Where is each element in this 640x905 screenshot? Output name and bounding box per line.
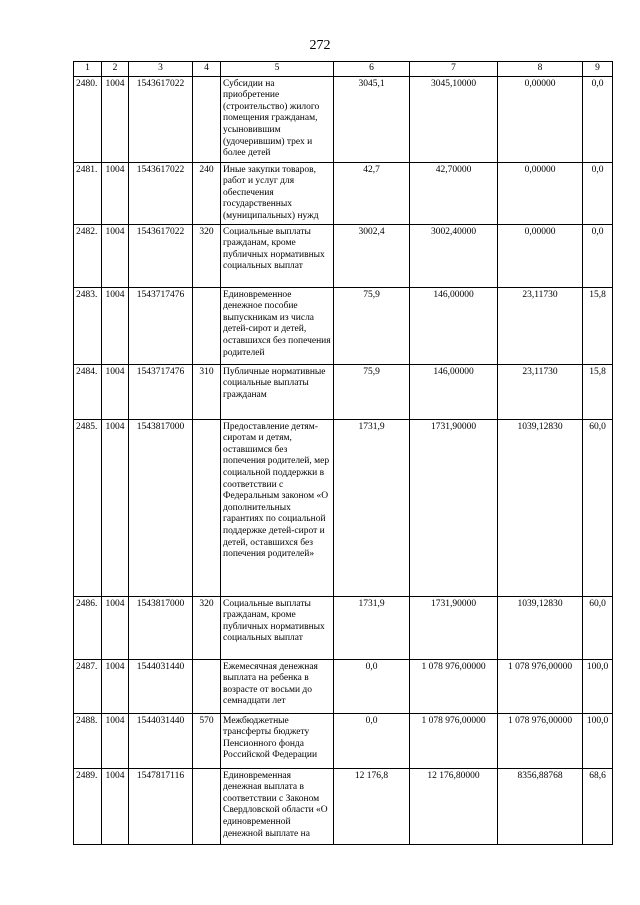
- item-name: Ежемесячная денежная выплата на ребенка в возрасте от восьми до семнадцати лет: [221, 659, 334, 713]
- percent-value: 60,0: [583, 419, 613, 596]
- target-code: 1543617022: [129, 224, 193, 287]
- expense-type: 320: [193, 596, 221, 659]
- item-name: Иные закупки товаров, работ и услуг для обеспечения государственных (муниципальных) нужд: [221, 162, 334, 224]
- row-number: 2481.: [74, 162, 102, 224]
- target-code: 1543617022: [129, 76, 193, 162]
- executed-value: 1 078 976,00000: [498, 713, 583, 768]
- section-code: 1004: [102, 364, 129, 419]
- target-code: 1543817000: [129, 419, 193, 596]
- expense-type: [193, 768, 221, 844]
- approved-value: 1 078 976,00000: [410, 659, 498, 713]
- table-row: [74, 659, 613, 713]
- row-number: 2486.: [74, 596, 102, 659]
- percent-value: 100,0: [583, 713, 613, 768]
- row-number: 2489.: [74, 768, 102, 844]
- approved-value: 146,00000: [410, 364, 498, 419]
- target-code: 1543717476: [129, 364, 193, 419]
- approved-value: 12 176,80000: [410, 768, 498, 844]
- percent-value: 0,0: [583, 224, 613, 287]
- row-number: 2483.: [74, 287, 102, 364]
- percent-value: 0,0: [583, 76, 613, 162]
- row-number: 2485.: [74, 419, 102, 596]
- section-code: 1004: [102, 659, 129, 713]
- expense-type: [193, 419, 221, 596]
- executed-value: 0,00000: [498, 162, 583, 224]
- item-name: Публичные нормативные социальные выплаты гражданам: [221, 364, 334, 419]
- column-header: 3: [129, 62, 193, 77]
- target-code: 1543617022: [129, 162, 193, 224]
- approved-value: 42,70000: [410, 162, 498, 224]
- section-code: 1004: [102, 224, 129, 287]
- column-header: 4: [193, 62, 221, 77]
- percent-value: 15,8: [583, 364, 613, 419]
- row-number: 2487.: [74, 659, 102, 713]
- approved-value: 1731,90000: [410, 419, 498, 596]
- row-number: 2480.: [74, 76, 102, 162]
- percent-value: 15,8: [583, 287, 613, 364]
- section-code: 1004: [102, 419, 129, 596]
- row-number: 2488.: [74, 713, 102, 768]
- item-name: Социальные выплаты гражданам, кроме публичных нормативных социальных выплат: [221, 596, 334, 659]
- executed-value: 0,00000: [498, 224, 583, 287]
- column-header: 5: [221, 62, 334, 77]
- section-code: 1004: [102, 76, 129, 162]
- section-code: 1004: [102, 768, 129, 844]
- plan-value: 1731,9: [334, 419, 410, 596]
- column-header: 1: [74, 62, 102, 77]
- approved-value: 1731,90000: [410, 596, 498, 659]
- page-number: 272: [309, 38, 331, 53]
- item-name: Единовременная денежная выплата в соответствии с Законом Свердловской области «О единовременной денежной выплате на: [221, 768, 334, 844]
- expense-type: [193, 659, 221, 713]
- executed-value: 8356,88768: [498, 768, 583, 844]
- percent-value: 100,0: [583, 659, 613, 713]
- table-row: [74, 76, 613, 162]
- executed-value: 1039,12830: [498, 596, 583, 659]
- row-number: 2482.: [74, 224, 102, 287]
- table-row: [74, 364, 613, 419]
- table-row: [74, 596, 613, 659]
- expense-type: 570: [193, 713, 221, 768]
- plan-value: 3002,4: [334, 224, 410, 287]
- executed-value: 23,11730: [498, 364, 583, 419]
- target-code: 1544031440: [129, 713, 193, 768]
- plan-value: 75,9: [334, 364, 410, 419]
- approved-value: 146,00000: [410, 287, 498, 364]
- approved-value: 3045,10000: [410, 76, 498, 162]
- column-header: 6: [334, 62, 410, 77]
- expense-type: 310: [193, 364, 221, 419]
- plan-value: 0,0: [334, 659, 410, 713]
- row-number: 2484.: [74, 364, 102, 419]
- plan-value: 1731,9: [334, 596, 410, 659]
- expense-type: [193, 76, 221, 162]
- item-name: Единовременное денежное пособие выпускникам из числа детей-сирот и детей, оставшихся без попечения родителей: [221, 287, 334, 364]
- target-code: 1543717476: [129, 287, 193, 364]
- section-code: 1004: [102, 596, 129, 659]
- item-name: Межбюджетные трансферты бюджету Пенсионного фонда Российской Федерации: [221, 713, 334, 768]
- approved-value: 1 078 976,00000: [410, 713, 498, 768]
- plan-value: 75,9: [334, 287, 410, 364]
- section-code: 1004: [102, 162, 129, 224]
- table-row: [74, 713, 613, 768]
- table-row: [74, 768, 613, 844]
- target-code: 1547817116: [129, 768, 193, 844]
- target-code: 1543817000: [129, 596, 193, 659]
- expense-type: [193, 287, 221, 364]
- table-row: [74, 162, 613, 224]
- item-name: Социальные выплаты гражданам, кроме публичных нормативных социальных выплат: [221, 224, 334, 287]
- expense-type: 320: [193, 224, 221, 287]
- table-row: [74, 419, 613, 596]
- approved-value: 3002,40000: [410, 224, 498, 287]
- budget-table: [73, 61, 613, 845]
- plan-value: 3045,1: [334, 76, 410, 162]
- plan-value: 12 176,8: [334, 768, 410, 844]
- percent-value: 0,0: [583, 162, 613, 224]
- section-code: 1004: [102, 713, 129, 768]
- executed-value: 0,00000: [498, 76, 583, 162]
- executed-value: 1 078 976,00000: [498, 659, 583, 713]
- executed-value: 23,11730: [498, 287, 583, 364]
- column-header: 7: [410, 62, 498, 77]
- executed-value: 1039,12830: [498, 419, 583, 596]
- item-name: Субсидии на приобретение (строительство) жилого помещения гражданам, усыновившим (удочерившим) трех и более детей: [221, 76, 334, 162]
- header-row: [74, 62, 613, 77]
- section-code: 1004: [102, 287, 129, 364]
- target-code: 1544031440: [129, 659, 193, 713]
- table-row: [74, 287, 613, 364]
- column-header: 8: [498, 62, 583, 77]
- table-row: [74, 224, 613, 287]
- plan-value: 0,0: [334, 713, 410, 768]
- plan-value: 42,7: [334, 162, 410, 224]
- percent-value: 60,0: [583, 596, 613, 659]
- expense-type: 240: [193, 162, 221, 224]
- column-header: 9: [583, 62, 613, 77]
- column-header: 2: [102, 62, 129, 77]
- item-name: Предоставление детям-сиротам и детям, оставшимся без попечения родителей, мер социальной поддержки в соответствии с Федеральным законом «О дополнительных гарантиях по социальной поддержке детей-сирот и детей, оставшихся без попечения родителей»: [221, 419, 334, 596]
- percent-value: 68,6: [583, 768, 613, 844]
